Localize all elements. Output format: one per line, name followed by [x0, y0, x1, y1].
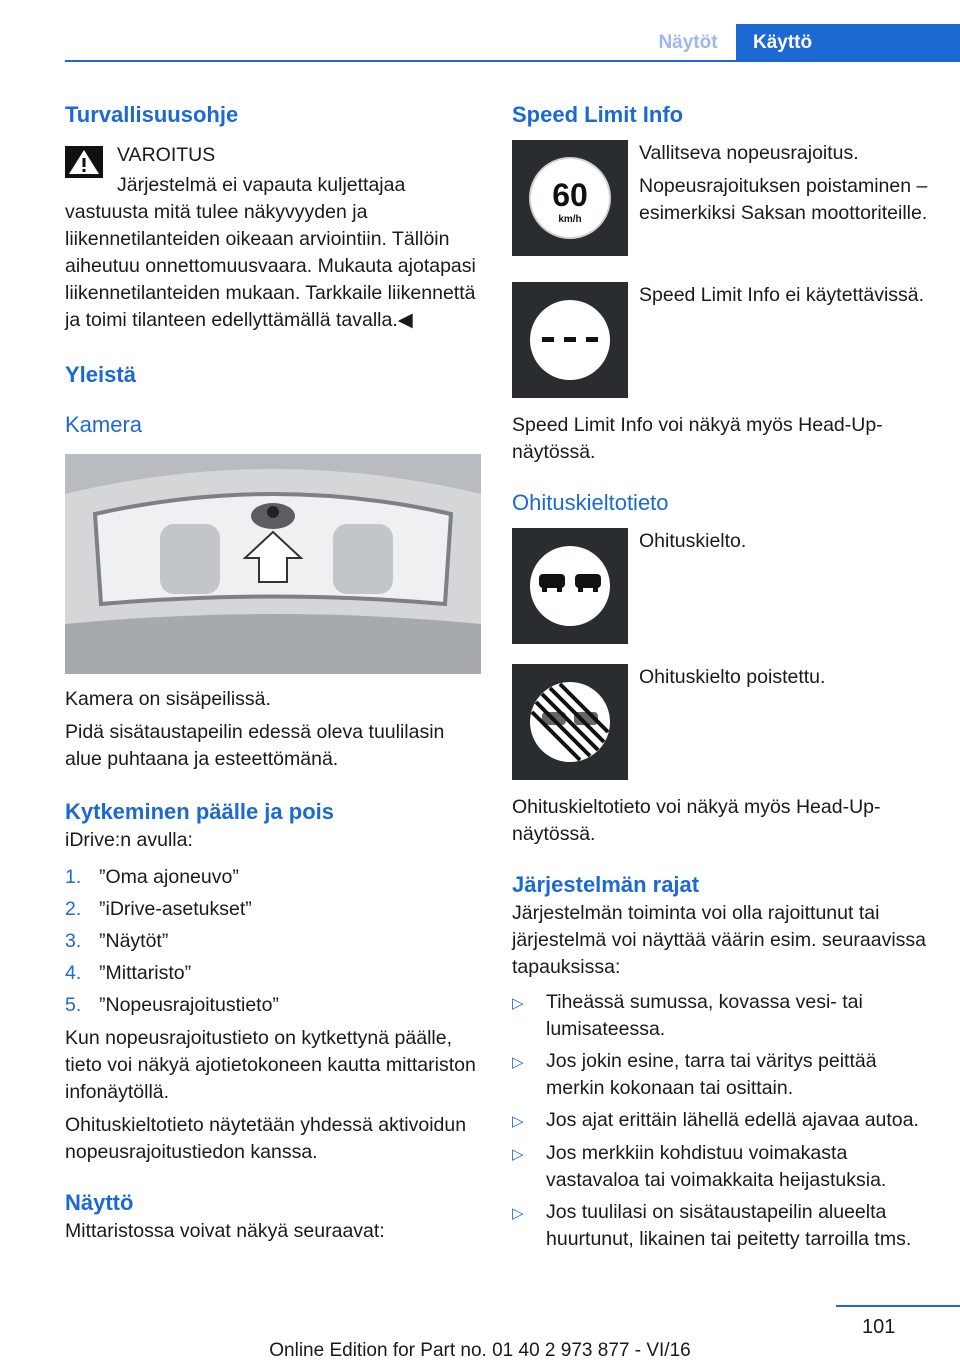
footer-rule — [836, 1305, 960, 1307]
onoff-text-2: Ohituskieltotieto näytetään yhdessä aktivoidun nopeusrajoitustiedon kanssa. — [65, 1114, 467, 1163]
list-item: 5. ”Nopeusrajoitustieto” — [65, 994, 279, 1016]
sign-dash-text: Speed Limit Info ei käytettävissä. — [639, 284, 925, 306]
tab-kaytto[interactable] — [736, 24, 960, 62]
tab-naytot[interactable]: Näytöt — [658, 32, 718, 53]
sign-row-no-passing-end — [512, 664, 932, 784]
warning-text: Järjestelmä ei vapauta kuljettajaa vastuusta mitä tulee näkyvyyden ja liikennetilanteiden oikeaan arviointiin. Tällöin aiheutuu onnettomuusvaara. Mukauta ajotapasi liikennetilanteiden mukaan. Tarkkaile liikennettä ja toimi tilanteen edellyttämällä tavalla.◀ — [65, 174, 476, 331]
warning-label: VAROITUS — [117, 144, 216, 166]
limits-list — [512, 989, 932, 1253]
sign-60-description — [639, 140, 932, 227]
sign-dash-description — [639, 282, 932, 309]
camera-text-1: Kamera on sisäpeilissä. — [65, 688, 271, 710]
list-item: 2. ”iDrive-asetukset” — [65, 898, 252, 920]
speed-limit-60-icon — [512, 140, 628, 256]
edition-line: Online Edition for Part no. 01 40 2 973 877 - VI/16 — [269, 1340, 691, 1361]
page-number: 101 — [862, 1316, 896, 1338]
tab-kaytto-label: Käyttö — [753, 32, 813, 53]
sign-row-60 — [512, 140, 932, 262]
list-item: ▷ Tiheässä sumussa, kovassa vesi- tai lumisateessa. — [512, 989, 932, 1043]
speed-limit-unavailable-icon — [512, 282, 628, 398]
end-of-no-passing-icon — [512, 664, 628, 780]
sign-60-number: 60 — [552, 177, 588, 213]
sign-row-no-passing — [512, 528, 932, 648]
limits-intro: Järjestelmän toiminta voi olla rajoittunut tai järjestelmä voi näyttää väärin esim. seuraavissa tapauksissa: — [512, 902, 927, 978]
windshield-illustration — [65, 454, 481, 674]
bullet-icon: ▷ — [512, 1146, 524, 1163]
sign-60-unit: km/h — [558, 214, 582, 225]
camera-text-2: Pidä sisätaustapeilin edessä oleva tuulilasin alue puhtaana ja esteettömänä. — [65, 721, 445, 770]
left-column — [65, 100, 481, 1245]
warning-block — [65, 142, 481, 169]
no-passing-heading: Ohituskieltotieto — [512, 490, 669, 515]
list-item: ▷ Jos merkkiin kohdistuu voimakasta vastavaloa tai voimakkaita heijastuksia. — [512, 1140, 932, 1194]
display-text: Mittaristossa voivat näkyä seuraavat: — [65, 1220, 385, 1242]
steps-list — [65, 864, 481, 1019]
no-passing-text-2: Ohituskielto poistettu. — [639, 666, 826, 688]
camera-heading: Kamera — [65, 412, 143, 437]
sign-60-text-2: Nopeusrajoituksen poistaminen – esimerkiksi Saksan moottoriteille. — [639, 175, 928, 224]
list-item: 1. ”Oma ajoneuvo” — [65, 866, 239, 888]
sli-text: Speed Limit Info voi näkyä myös Head-Up-näytössä. — [512, 414, 883, 463]
sign-60-text-1: Vallitseva nopeusrajoitus. — [639, 142, 859, 164]
list-item: 3. ”Näytöt” — [65, 930, 169, 952]
no-passing-text-1: Ohituskielto. — [639, 530, 747, 552]
safety-heading: Turvallisuusohje — [65, 102, 239, 127]
list-item: ▷ Jos tuulilasi on sisätaustapeilin alueelta huurtunut, likainen tai peitetty tarroilla tms. — [512, 1199, 932, 1253]
bullet-icon: ▷ — [512, 1205, 524, 1222]
general-heading: Yleistä — [65, 362, 136, 387]
display-heading: Näyttö — [65, 1190, 134, 1215]
bullet-icon: ▷ — [512, 1054, 524, 1071]
no-passing-end-description — [639, 664, 932, 691]
list-item: ▷ Jos ajat erittäin lähellä edellä ajavaa autoa. — [512, 1107, 932, 1135]
no-passing-icon — [512, 528, 628, 644]
camera-image — [65, 454, 481, 674]
sli-heading: Speed Limit Info — [512, 102, 684, 127]
bullet-icon: ▷ — [512, 1113, 524, 1130]
sign-row-dash — [512, 282, 932, 402]
onoff-intro: iDrive:n avulla: — [65, 829, 193, 851]
onoff-heading: Kytkeminen päälle ja pois — [65, 799, 334, 824]
list-item: ▷ Jos jokin esine, tarra tai väritys peittää merkin kokonaan tai osittain. — [512, 1048, 932, 1102]
no-passing-text-3: Ohituskieltotieto voi näkyä myös Head-Up-näytössä. — [512, 796, 881, 845]
onoff-text-1: Kun nopeusrajoitustieto on kytkettynä päälle, tieto voi näkyä ajotietokoneen kautta mittariston infonäytöllä. — [65, 1027, 476, 1103]
limits-heading: Järjestelmän rajat — [512, 872, 700, 897]
list-item: 4. ”Mittaristo” — [65, 962, 192, 984]
bullet-icon: ▷ — [512, 995, 524, 1012]
no-passing-description — [639, 528, 932, 555]
right-column — [512, 100, 932, 1253]
warning-triangle-icon — [65, 146, 103, 178]
